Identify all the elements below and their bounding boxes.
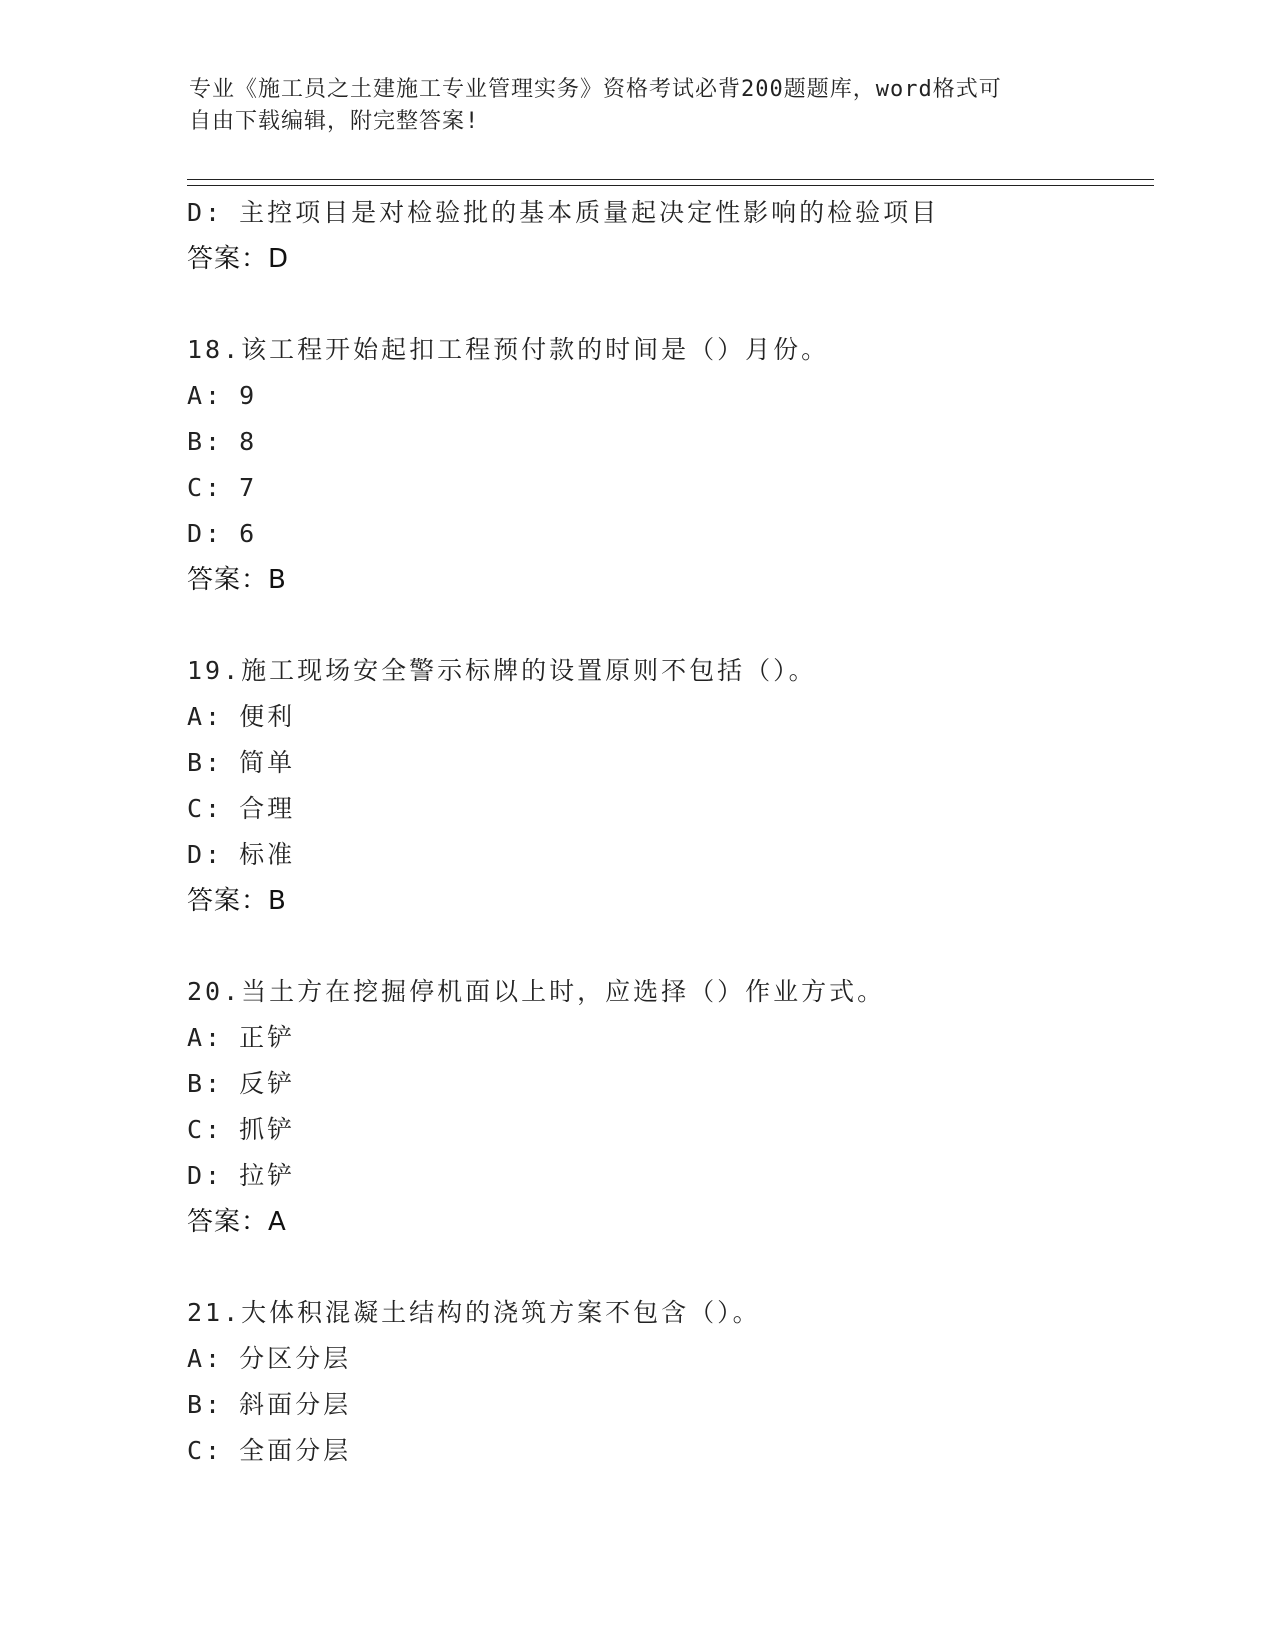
option-key: C: [187, 1436, 224, 1465]
option-text: 7 [239, 473, 258, 502]
option-line [187, 832, 1147, 878]
option-key: B: [187, 1069, 224, 1098]
option-text: 主控项目是对检验批的基本质量起决定性影响的检验项目 [239, 198, 940, 227]
option-key: D: [187, 519, 224, 548]
option-key: C: [187, 473, 224, 502]
option-text: 全面分层 [239, 1436, 352, 1465]
option-key: C: [187, 1115, 224, 1144]
option-text: 正铲 [239, 1023, 296, 1052]
option-key: D: [187, 198, 224, 227]
option-line [187, 190, 1147, 236]
spacer [187, 282, 1147, 327]
option-text: 合理 [239, 794, 296, 823]
header-divider-thin [187, 179, 1154, 180]
option-line [187, 465, 1147, 511]
question-text: 21.大体积混凝土结构的浇筑方案不包含（）。 [187, 1298, 761, 1327]
option-line [187, 1382, 1147, 1428]
option-key: A: [187, 1344, 224, 1373]
option-text: 便利 [239, 702, 296, 731]
option-key: B: [187, 748, 224, 777]
option-key: B: [187, 427, 224, 456]
option-line [187, 419, 1147, 465]
spacer [187, 1245, 1147, 1290]
option-key: D: [187, 1161, 224, 1190]
option-text: 反铲 [239, 1069, 296, 1098]
option-line [187, 694, 1147, 740]
option-text: 9 [239, 381, 258, 410]
option-key: B: [187, 1390, 224, 1419]
answer-line: 答案：A [187, 1207, 287, 1237]
option-text: 标准 [239, 840, 296, 869]
option-text: 6 [239, 519, 258, 548]
question-list [187, 190, 1147, 1474]
option-line [187, 1336, 1147, 1382]
option-text: 抓铲 [239, 1115, 296, 1144]
spacer [187, 603, 1147, 648]
header-divider-thick [187, 185, 1154, 186]
answer-line: 答案：D [187, 244, 290, 274]
option-line [187, 1015, 1147, 1061]
option-key: C: [187, 794, 224, 823]
spacer [187, 924, 1147, 969]
option-key: A: [187, 702, 224, 731]
option-key: D: [187, 840, 224, 869]
header-title-line-1: 专业《施工员之土建施工专业管理实务》资格考试必背200题题库，word格式可 [189, 77, 1002, 102]
option-text: 简单 [239, 748, 296, 777]
option-line [187, 1153, 1147, 1199]
question-text: 18.该工程开始起扣工程预付款的时间是（）月份。 [187, 335, 830, 364]
option-line [187, 740, 1147, 786]
option-line [187, 1061, 1147, 1107]
option-key: A: [187, 1023, 224, 1052]
option-line [187, 373, 1147, 419]
option-line [187, 511, 1147, 557]
option-line [187, 1107, 1147, 1153]
option-line [187, 1428, 1147, 1474]
answer-line: 答案：B [187, 886, 287, 916]
question-text: 19.施工现场安全警示标牌的设置原则不包括（）。 [187, 656, 817, 685]
option-line [187, 786, 1147, 832]
option-key: A: [187, 381, 224, 410]
header-title-line-2: 自由下载编辑，附完整答案! [189, 109, 480, 134]
option-text: 拉铲 [239, 1161, 296, 1190]
option-text: 8 [239, 427, 258, 456]
answer-line: 答案：B [187, 565, 287, 595]
question-text: 20.当土方在挖掘停机面以上时，应选择（）作业方式。 [187, 977, 886, 1006]
document-header [189, 74, 1089, 138]
option-text: 斜面分层 [239, 1390, 352, 1419]
option-text: 分区分层 [239, 1344, 352, 1373]
